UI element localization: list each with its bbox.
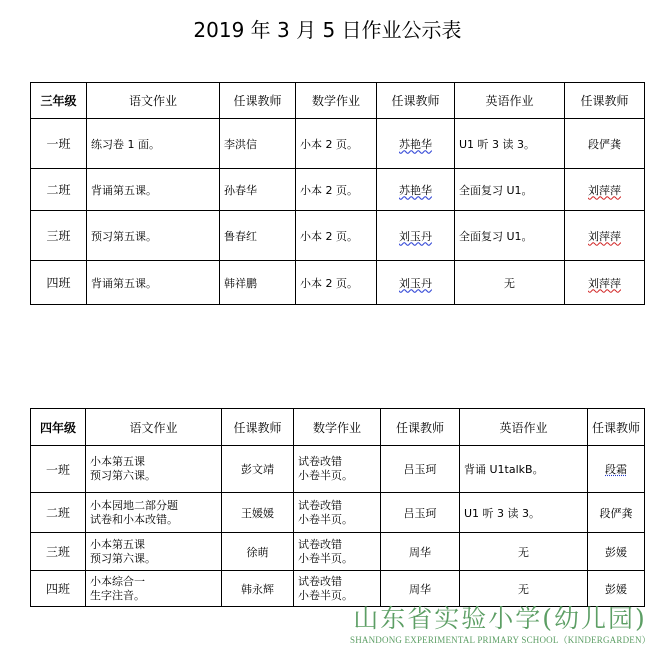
chinese-teacher: 韩永辉 (222, 571, 294, 607)
grade4-table (30, 408, 645, 607)
english-header: 英语作业 (455, 83, 565, 119)
english-header: 英语作业 (460, 409, 588, 446)
chinese-header: 语文作业 (86, 409, 222, 446)
table-row (31, 533, 645, 571)
teacher-header: 任课教师 (377, 83, 455, 119)
grade3-table (30, 82, 645, 305)
homework-line: 小本园地二部分题 (90, 498, 178, 512)
table-row (31, 571, 645, 607)
table-header-row (31, 409, 645, 446)
chinese-teacher: 徐萌 (222, 533, 294, 571)
teacher-header: 任课教师 (220, 83, 296, 119)
math-teacher: 刘玉丹 (399, 229, 432, 243)
teacher-header: 任课教师 (222, 409, 294, 446)
homework-line: 小本第五课 (90, 537, 145, 551)
class-label: 一班 (31, 119, 87, 169)
chinese-homework (86, 571, 222, 607)
chinese-homework: 背诵第五课。 (87, 169, 220, 211)
school-name-chinese: 山东省实验小学(幼儿园) (353, 604, 647, 633)
math-homework (294, 571, 381, 607)
chinese-teacher: 鲁春红 (220, 211, 296, 261)
math-homework (294, 533, 381, 571)
math-homework: 小本 2 页。 (296, 211, 377, 261)
table-row (31, 261, 645, 305)
table-row (31, 211, 645, 261)
chinese-teacher: 李洪信 (220, 119, 296, 169)
english-homework: 无 (455, 261, 565, 305)
math-teacher: 周华 (381, 571, 460, 607)
teacher-header: 任课教师 (588, 409, 645, 446)
english-homework: 全面复习 U1。 (455, 211, 565, 261)
math-homework (294, 493, 381, 533)
chinese-teacher: 彭文靖 (222, 446, 294, 493)
class-label: 一班 (31, 446, 86, 493)
homework-line: 预习第六课。 (90, 469, 156, 482)
math-teacher: 苏艳华 (399, 137, 432, 151)
table-header-row (31, 83, 645, 119)
english-teacher: 段霜 (605, 463, 627, 476)
table-row (31, 169, 645, 211)
english-homework: U1 听 3 读 3。 (455, 119, 565, 169)
teacher-header: 任课教师 (565, 83, 645, 119)
chinese-homework (86, 533, 222, 571)
math-homework: 小本 2 页。 (296, 261, 377, 305)
class-label: 二班 (31, 169, 87, 211)
school-logo (350, 604, 650, 646)
chinese-teacher: 王媛媛 (222, 493, 294, 533)
homework-line: 生字注音。 (90, 588, 145, 602)
class-label: 三班 (31, 533, 86, 571)
english-homework: 无 (460, 571, 588, 607)
english-homework: 无 (460, 533, 588, 571)
homework-line: 试卷改错 (298, 537, 342, 551)
class-label: 二班 (31, 493, 86, 533)
english-homework: 全面复习 U1。 (455, 169, 565, 211)
chinese-homework: 预习第五课。 (87, 211, 220, 261)
page-title: 2019 年 3 月 5 日作业公示表 (193, 18, 462, 42)
chinese-header: 语文作业 (87, 83, 220, 119)
english-teacher: 彭媛 (588, 571, 645, 607)
homework-line: 小卷半页。 (298, 588, 353, 602)
math-header: 数学作业 (294, 409, 381, 446)
class-label: 四班 (31, 571, 86, 607)
english-teacher: 刘萍萍 (588, 229, 621, 243)
chinese-teacher: 孙春华 (220, 169, 296, 211)
english-homework: U1 听 3 读 3。 (460, 493, 588, 533)
school-name-english: SHANDONG EXPERIMENTAL PRIMARY SCHOOL（KINDERGARDEN） (350, 635, 651, 645)
homework-line: 试卷改错 (298, 574, 342, 588)
english-homework: 背诵 U1talkB。 (460, 446, 588, 493)
class-label: 三班 (31, 211, 87, 261)
math-teacher: 苏艳华 (399, 183, 432, 197)
homework-line: 小卷半页。 (298, 512, 353, 526)
chinese-homework: 练习卷 1 面。 (87, 119, 220, 169)
math-teacher: 吕玉珂 (381, 446, 460, 493)
table-row (31, 446, 645, 493)
teacher-header: 任课教师 (381, 409, 460, 446)
math-teacher: 吕玉珂 (381, 493, 460, 533)
english-teacher: 刘萍萍 (588, 276, 621, 290)
chinese-homework (86, 493, 222, 533)
math-teacher: 刘玉丹 (399, 276, 432, 290)
english-teacher: 刘萍萍 (588, 183, 621, 197)
english-teacher: 彭媛 (588, 533, 645, 571)
homework-line: 小本综合一 (90, 574, 145, 588)
homework-line: 小卷半页。 (298, 469, 353, 482)
chinese-teacher: 韩祥鹏 (220, 261, 296, 305)
grade-header: 四年级 (31, 409, 86, 446)
homework-line: 小本第五课 (90, 455, 145, 468)
math-header: 数学作业 (296, 83, 377, 119)
homework-line: 小卷半页。 (298, 551, 353, 565)
homework-line: 预习第六课。 (90, 551, 156, 565)
grade-header: 三年级 (31, 83, 87, 119)
english-teacher: 段俨龚 (588, 493, 645, 533)
math-homework: 小本 2 页。 (296, 169, 377, 211)
homework-line: 试卷改错 (298, 455, 342, 468)
table-row (31, 119, 645, 169)
chinese-homework: 背诵第五课。 (87, 261, 220, 305)
math-homework: 小本 2 页。 (296, 119, 377, 169)
math-teacher: 周华 (381, 533, 460, 571)
table-row (31, 493, 645, 533)
homework-line: 试卷和小本改错。 (90, 512, 178, 526)
math-homework (294, 446, 381, 493)
english-teacher: 段俨龚 (565, 119, 645, 169)
chinese-homework (86, 446, 222, 493)
homework-line: 试卷改错 (298, 498, 342, 512)
class-label: 四班 (31, 261, 87, 305)
